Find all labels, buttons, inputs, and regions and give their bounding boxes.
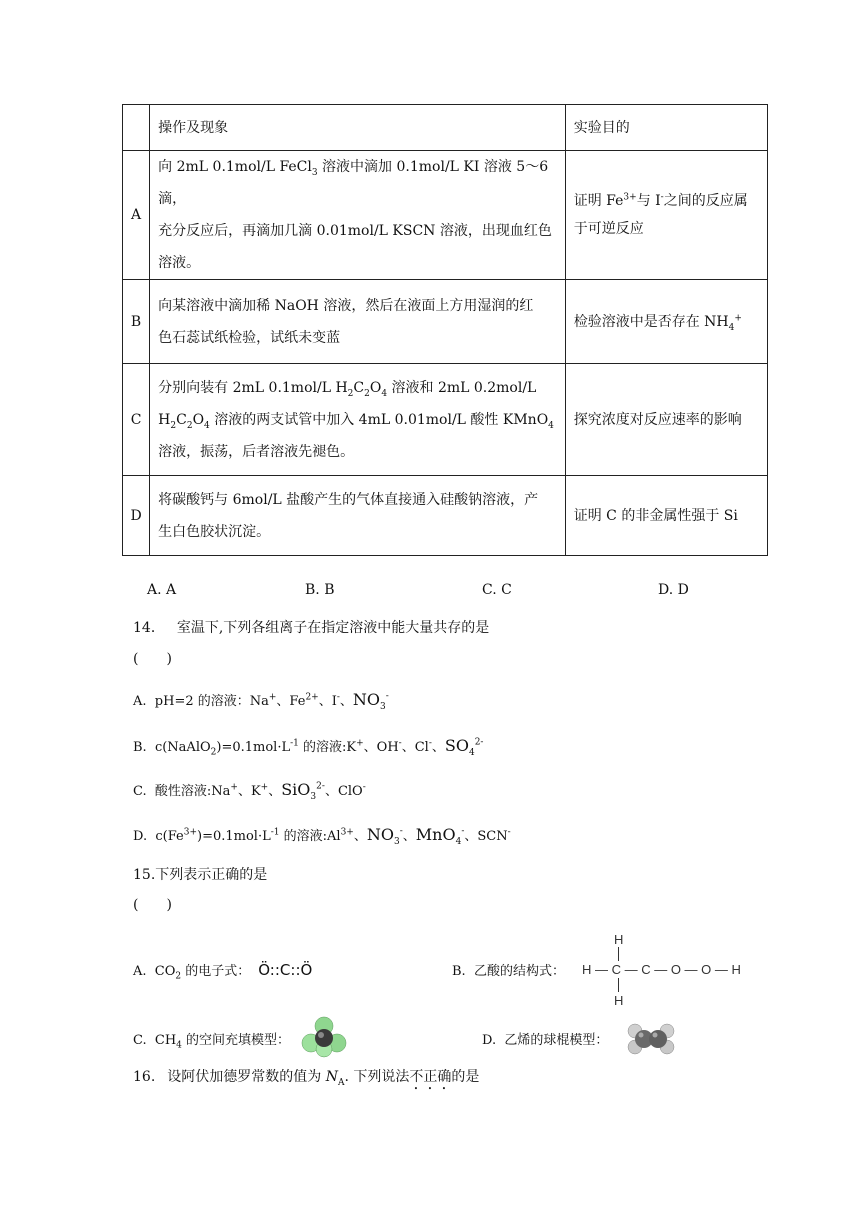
table-row: [123, 476, 768, 556]
row-operation: [150, 364, 566, 476]
op-line: $H_2C_2O_4$ 溶液的两支试管中加入 4mL 0.01mol/L 酸性 KMnO$_4$: [158, 411, 554, 431]
op-line: 分别向装有 2mL 0.1mol/L $H_2C_2O_4$ 溶液和 2mL 0.2mol/L: [158, 379, 537, 399]
row-purpose: [565, 364, 767, 476]
q15-number: 15.: [133, 867, 156, 883]
q14-number: 14．: [133, 620, 165, 636]
op-line: 向某溶液中滴加稀 NaOH 溶液，然后在液面上方用湿润的红: [158, 297, 534, 314]
op-line: 将碳酸钙与 6mol/L 盐酸产生的气体直接通入硅酸钠溶液，产: [158, 491, 539, 508]
q15-stem: [133, 864, 267, 884]
op-line: 溶液。: [158, 255, 201, 271]
row-operation: [150, 151, 566, 280]
acetic-acid-structure: [582, 930, 742, 1010]
row-purpose: [565, 476, 767, 556]
row-label: B: [123, 280, 150, 364]
row-operation: [150, 476, 566, 556]
q13-option-b[interactable]: B. B: [305, 582, 335, 598]
struct-bottom-h: H: [614, 993, 624, 1008]
q14-stem: [133, 617, 489, 637]
q14-stem-text: 室温下,下列各组离子在指定溶液中能大量共存的是: [176, 620, 490, 636]
header-operation: 操作及现象: [150, 105, 566, 151]
table-row: [123, 364, 768, 476]
q15-stem-text: 下列表示正确的是: [155, 867, 268, 883]
q15-option-a[interactable]: A. $CO_2$ 的电子式： Ö::C::Ö: [133, 961, 313, 982]
purpose-line: 证明 C 的非金属性强于 Si: [573, 507, 738, 524]
ch4-space-filling-model: [300, 1016, 348, 1058]
q13-option-a[interactable]: A. A: [147, 582, 177, 598]
row-label: C: [123, 364, 150, 476]
struct-top-h: H: [614, 932, 624, 947]
struct-main-chain: H — C — C — O — O — H: [582, 962, 741, 977]
purpose-line: 于可逆反应: [573, 221, 644, 237]
q16-number: 16.: [133, 1069, 156, 1085]
row-operation: [150, 280, 566, 364]
q13-option-c[interactable]: C. C: [482, 582, 512, 598]
row-purpose: [565, 280, 767, 364]
q14-option-a[interactable]: A. pH=2 的溶液：Na+、$Fe^{2+}$、I-、$NO_3^-$: [133, 690, 389, 713]
q15-option-d[interactable]: D. 乙烯的球棍模型：: [482, 1033, 609, 1048]
experiment-table: [122, 104, 768, 556]
purpose-line: 探究浓度对反应速率的影响: [573, 411, 742, 428]
purpose-line: 证明 $Fe^{3+}$与 I-之间的反应属: [573, 192, 748, 209]
q14-option-b[interactable]: B. $c(NaAlO_2)=0.1mol\cdot L^{-1}$ 的溶液:K+、OH-、Cl-、$SO_4^{2-}$: [133, 736, 484, 759]
table-header-row: [123, 105, 768, 151]
table-row: [123, 151, 768, 280]
op-line: 生白色胶状沉淀。: [158, 523, 271, 540]
row-label: A: [123, 151, 150, 280]
q16-stem: 16. 设阿伏加德罗常数的值为 $N_A$. 下列说法不正确的是: [133, 1069, 480, 1088]
op-line: 向 2mL 0.1mol/L FeCl$_3$ 溶液中滴加 0.1mol/L KI 溶液 5～6 滴，: [158, 159, 549, 207]
co2-electron-formula: Ö::C::Ö: [258, 961, 313, 979]
q13-options: [133, 582, 793, 602]
q15-option-c[interactable]: C. $CH_4$ 的空间充填模型：: [133, 1033, 291, 1051]
q14-paren: ( ): [133, 651, 172, 667]
row-label: D: [123, 476, 150, 556]
table-row: [123, 280, 768, 364]
q14-option-d[interactable]: D. $c(Fe^{3+})=0.1mol\cdot L^{-1}$ 的溶液$:Al^{3+}$、$NO_3^-$、MnO$_4$-、SCN-: [133, 825, 511, 848]
q15-paren: ( ): [133, 897, 172, 913]
q15-option-b[interactable]: B. 乙酸的结构式：: [452, 964, 565, 979]
row-purpose: [565, 151, 767, 280]
op-line: 色石蕊试纸检验，试纸未变蓝: [158, 329, 341, 346]
q13-option-d[interactable]: D. D: [658, 582, 689, 598]
op-line: 溶液，振荡，后者溶液先褪色。: [158, 443, 355, 460]
purpose-line: 检验溶液中是否存在 $NH_4^+$: [573, 312, 742, 333]
q14-option-c[interactable]: C. 酸性溶液:Na+、K+、SiO$_3^{2-}$、ClO-: [133, 780, 366, 803]
ethylene-ball-stick-model: [626, 1022, 676, 1056]
op-line: 充分反应后，再滴加几滴 0.01mol/L KSCN 溶液，出现血红色: [158, 223, 552, 239]
header-purpose: 实验目的: [565, 105, 767, 151]
